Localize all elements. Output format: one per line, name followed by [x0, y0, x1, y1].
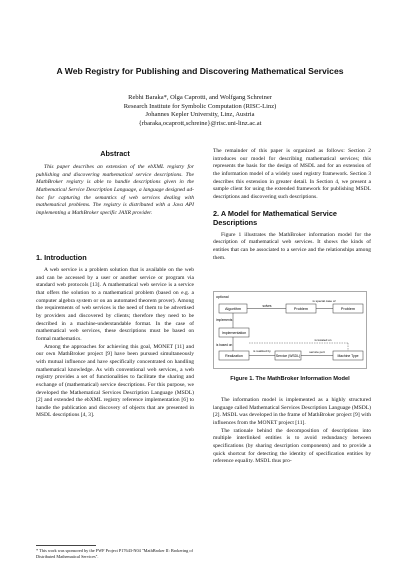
- abstract-section: [36, 149, 194, 218]
- author-block: [60, 94, 340, 128]
- intro-paragraph-1: A web service is a problem solution that is available on the web and can be accessed by a user or another service or program via standard web protocols [13]. A mathematical web service is a service that offers the solution to a mathematical problem (based on e.g. a computer algebra system or on an automated theorem prover). Among the requirements of web services is the need of them to be advertised by providers and discovered by clients; therefore they need to be described in a machine-understandable format. In the case of mathematical web services, these descriptions must be based on formal mathematics.: [36, 267, 194, 342]
- introduction-heading: 1. Introduction: [36, 253, 87, 262]
- right-column: [213, 148, 371, 262]
- section-2-paragraph-3: The rationale behind the decomposition of descriptions into multiple interlinked entities is to avoid redundancy between specifications (by sharing description components) and to provide a quick shortcut for detecting the identity of specification entities by reference equality. MSDL thus pro-: [213, 427, 371, 465]
- figure-label-implements: implements: [216, 318, 233, 322]
- introduction-section: [36, 253, 194, 420]
- author-email: {rbaraka,ocaprott,schreine}@risc.uni-linz.ac.at: [138, 119, 262, 127]
- footnote-rule: [36, 545, 96, 546]
- right-column-lower: [213, 397, 371, 466]
- figure-caption: Figure 1. The MathBroker Information Model: [230, 376, 350, 382]
- section-2-paragraph-2: The information model is implemented as a highly structured language called Mathematical Services Description Language (MSDL) [2]. MSDL was developed in the frame of MathBroker project [9] with influences from the MONET project [11].: [213, 397, 371, 426]
- abstract-heading: Abstract: [100, 149, 130, 158]
- figure-label-based-on: is based on: [216, 343, 233, 347]
- figure-box-realization: Realization: [225, 354, 243, 358]
- paper-title: A Web Registry for Publishing and Discovering Mathematical Services: [56, 66, 344, 76]
- figure-label-service-port: service port: [309, 350, 325, 354]
- figure-box-algorithm: Algorithm: [224, 307, 242, 311]
- organization-paragraph: The remainder of this paper is organized as follows: Section 2 introduces our model for describing mathematical services; this represents the basis for the design of MSDL and for an extension of the information model of a widely used registry framework. Section 3 describes this extension in greater detail. In Section 4, we present a sample client for using the extended framework for publishing MSDL descriptions and discovering such descriptions.: [213, 148, 371, 200]
- footnote: * This work was sponsored by the FWF Project P17643-N04 "MathBroker II: Brokering of Distributed Mathematical Services".: [36, 548, 193, 559]
- figure-label-realized-by: is realized by: [253, 349, 271, 353]
- figure-box-machine-type: Machine Type: [337, 354, 359, 358]
- figure-box-problem-2: Problem: [340, 307, 356, 311]
- abstract-text: This paper describes an extension of the ebXML registry for publishing and discovering mathematical service descriptions. The MathBroker registry is able to handle descriptions given in the Mathematical Service Description Language, a language designed ad-hoc for capturing the semantics of web services dealing with mathematical problems. The registry is distributed with a Java API implementing a MathBroker specific JAXR provider.: [36, 164, 194, 216]
- section-2-paragraph-1: Figure 1 illustrates the MathBroker information model for the description of mathematical web services. It shows the kinds of entities that can be associated to a service and the relationships among them.: [213, 231, 371, 261]
- author-names: Rebhi Baraka*, Olga Caprotti, and Wolfgang Schreiner: [128, 94, 272, 101]
- figure-box-problem: Problem: [293, 307, 309, 311]
- figure-box-service: Service (WSDL): [275, 354, 301, 358]
- university: Johannes Kepler University, Linz, Austria: [145, 111, 255, 119]
- figure-label-solves: solves: [262, 304, 272, 308]
- figure-label-located-on: is located on: [314, 338, 332, 342]
- information-model-figure: [213, 291, 367, 369]
- affiliation: Research Institute for Symbolic Computation (RISC-Linz): [123, 102, 277, 110]
- section-2-heading: 2. A Model for Mathematical Service Descriptions: [213, 208, 337, 227]
- intro-paragraph-2: Among the approaches for achieving this goal, MONET [11] and our own MathBroker project [9] have been pursued simultaneously with mutual influence and have specifically concentrated on handling mathematical knowledge. As with conventional web services, a web registry provides a set of functionalities to facilitate the sharing and exchange of (mathematical) service descriptions. For this purpose, we developed the Mathematical Services Description Language (MSDL) [2] and extended the ebXML registry reference implementation [6] to handle the publication and discovery of objects that are presented in MSDL descriptions [4, 3].: [36, 343, 194, 419]
- figure-box-implementation: Implementation: [221, 331, 247, 335]
- figure-label-special-case: is special case of: [312, 299, 336, 303]
- figure-label-optional: optional: [216, 295, 229, 299]
